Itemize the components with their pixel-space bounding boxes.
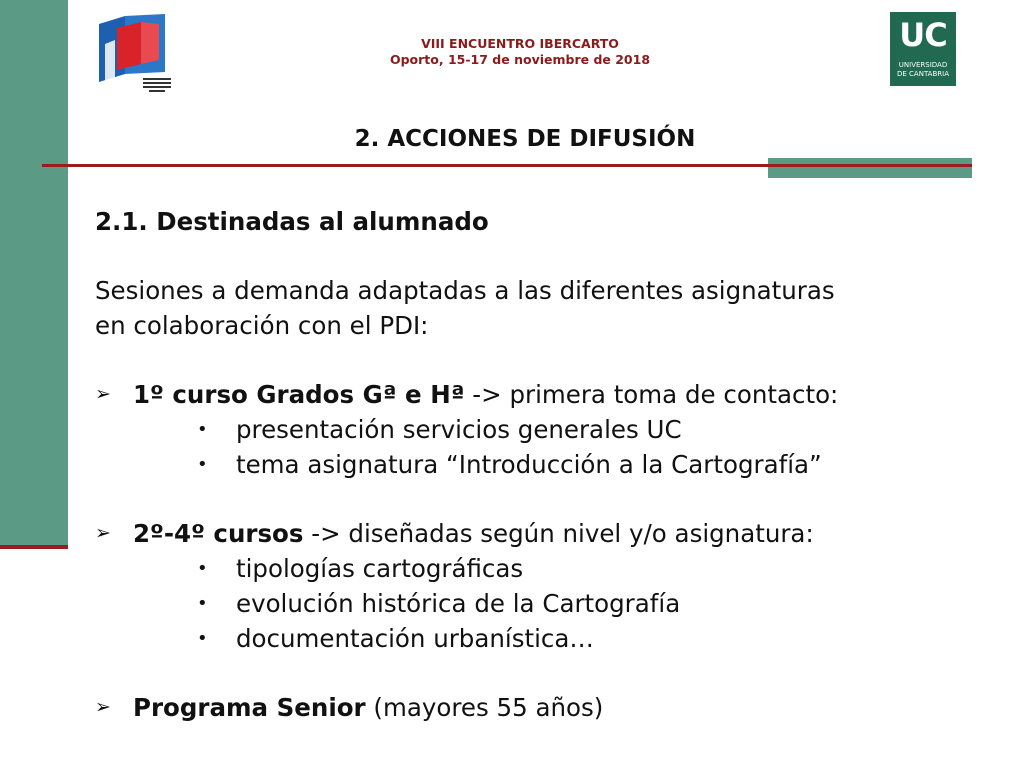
bullet-icon: • [197, 454, 208, 475]
uc-logo-line2: DE CANTABRIA [897, 70, 949, 78]
ibercarto-logo [95, 14, 173, 96]
sub-list [95, 551, 975, 656]
uc-logo-line1: UNIVERSIDAD [898, 61, 948, 69]
item-label: 1º curso Grados Gª e Hª [133, 380, 465, 409]
arrow-bullet-icon: ➢ [95, 383, 111, 405]
sub-item [95, 412, 975, 447]
sub-item-text: presentación servicios generales UC [236, 415, 682, 444]
bullet-icon: • [197, 628, 208, 649]
intro-line: Sesiones a demanda adaptadas a las diferentes asignaturas [95, 276, 835, 305]
item-detail: -> diseñadas según nivel y/o asignatura: [303, 519, 814, 548]
event-name: VIII ENCUENTRO IBERCARTO [421, 36, 619, 51]
sub-item-text: documentación urbanística… [236, 624, 594, 653]
uc-logo-name [890, 61, 956, 79]
sub-item [95, 586, 975, 621]
item-label: 2º-4º cursos [133, 519, 304, 548]
subheading: 2.1. Destinadas al alumnado [95, 207, 489, 236]
bullet-icon: • [197, 593, 208, 614]
sub-item [95, 447, 975, 482]
intro-paragraph [95, 273, 975, 343]
list-item [95, 377, 975, 412]
bullet-icon: • [197, 419, 208, 440]
title-rule-accent [768, 158, 972, 178]
sub-item-text: evolución histórica de la Cartografía [236, 589, 681, 618]
uc-logo [890, 12, 956, 86]
event-location-date: Oporto, 15-17 de noviembre de 2018 [389, 52, 651, 67]
sub-item [95, 621, 975, 656]
item-label: Programa Senior [133, 693, 366, 722]
list-item [95, 516, 975, 551]
item-detail: -> primera toma de contacto: [464, 380, 839, 409]
side-color-band [0, 0, 68, 545]
sub-item-text: tema asignatura “Introducción a la Cartografía” [236, 450, 822, 479]
sub-item [95, 551, 975, 586]
slide-title: 2. ACCIONES DE DIFUSIÓN [354, 126, 696, 152]
bullet-icon: • [197, 558, 208, 579]
intro-line: en colaboración con el PDI: [95, 311, 429, 340]
event-header [330, 36, 710, 68]
arrow-bullet-icon: ➢ [95, 696, 111, 718]
item-detail: (mayores 55 años) [365, 693, 604, 722]
side-band-rule [0, 545, 68, 549]
sub-item-text: tipologías cartográficas [236, 554, 524, 583]
arrow-bullet-icon: ➢ [95, 522, 111, 544]
slide-body [95, 204, 975, 725]
sub-list [95, 412, 975, 482]
list-item [95, 690, 975, 725]
uc-logo-abbr: UC [899, 16, 947, 54]
